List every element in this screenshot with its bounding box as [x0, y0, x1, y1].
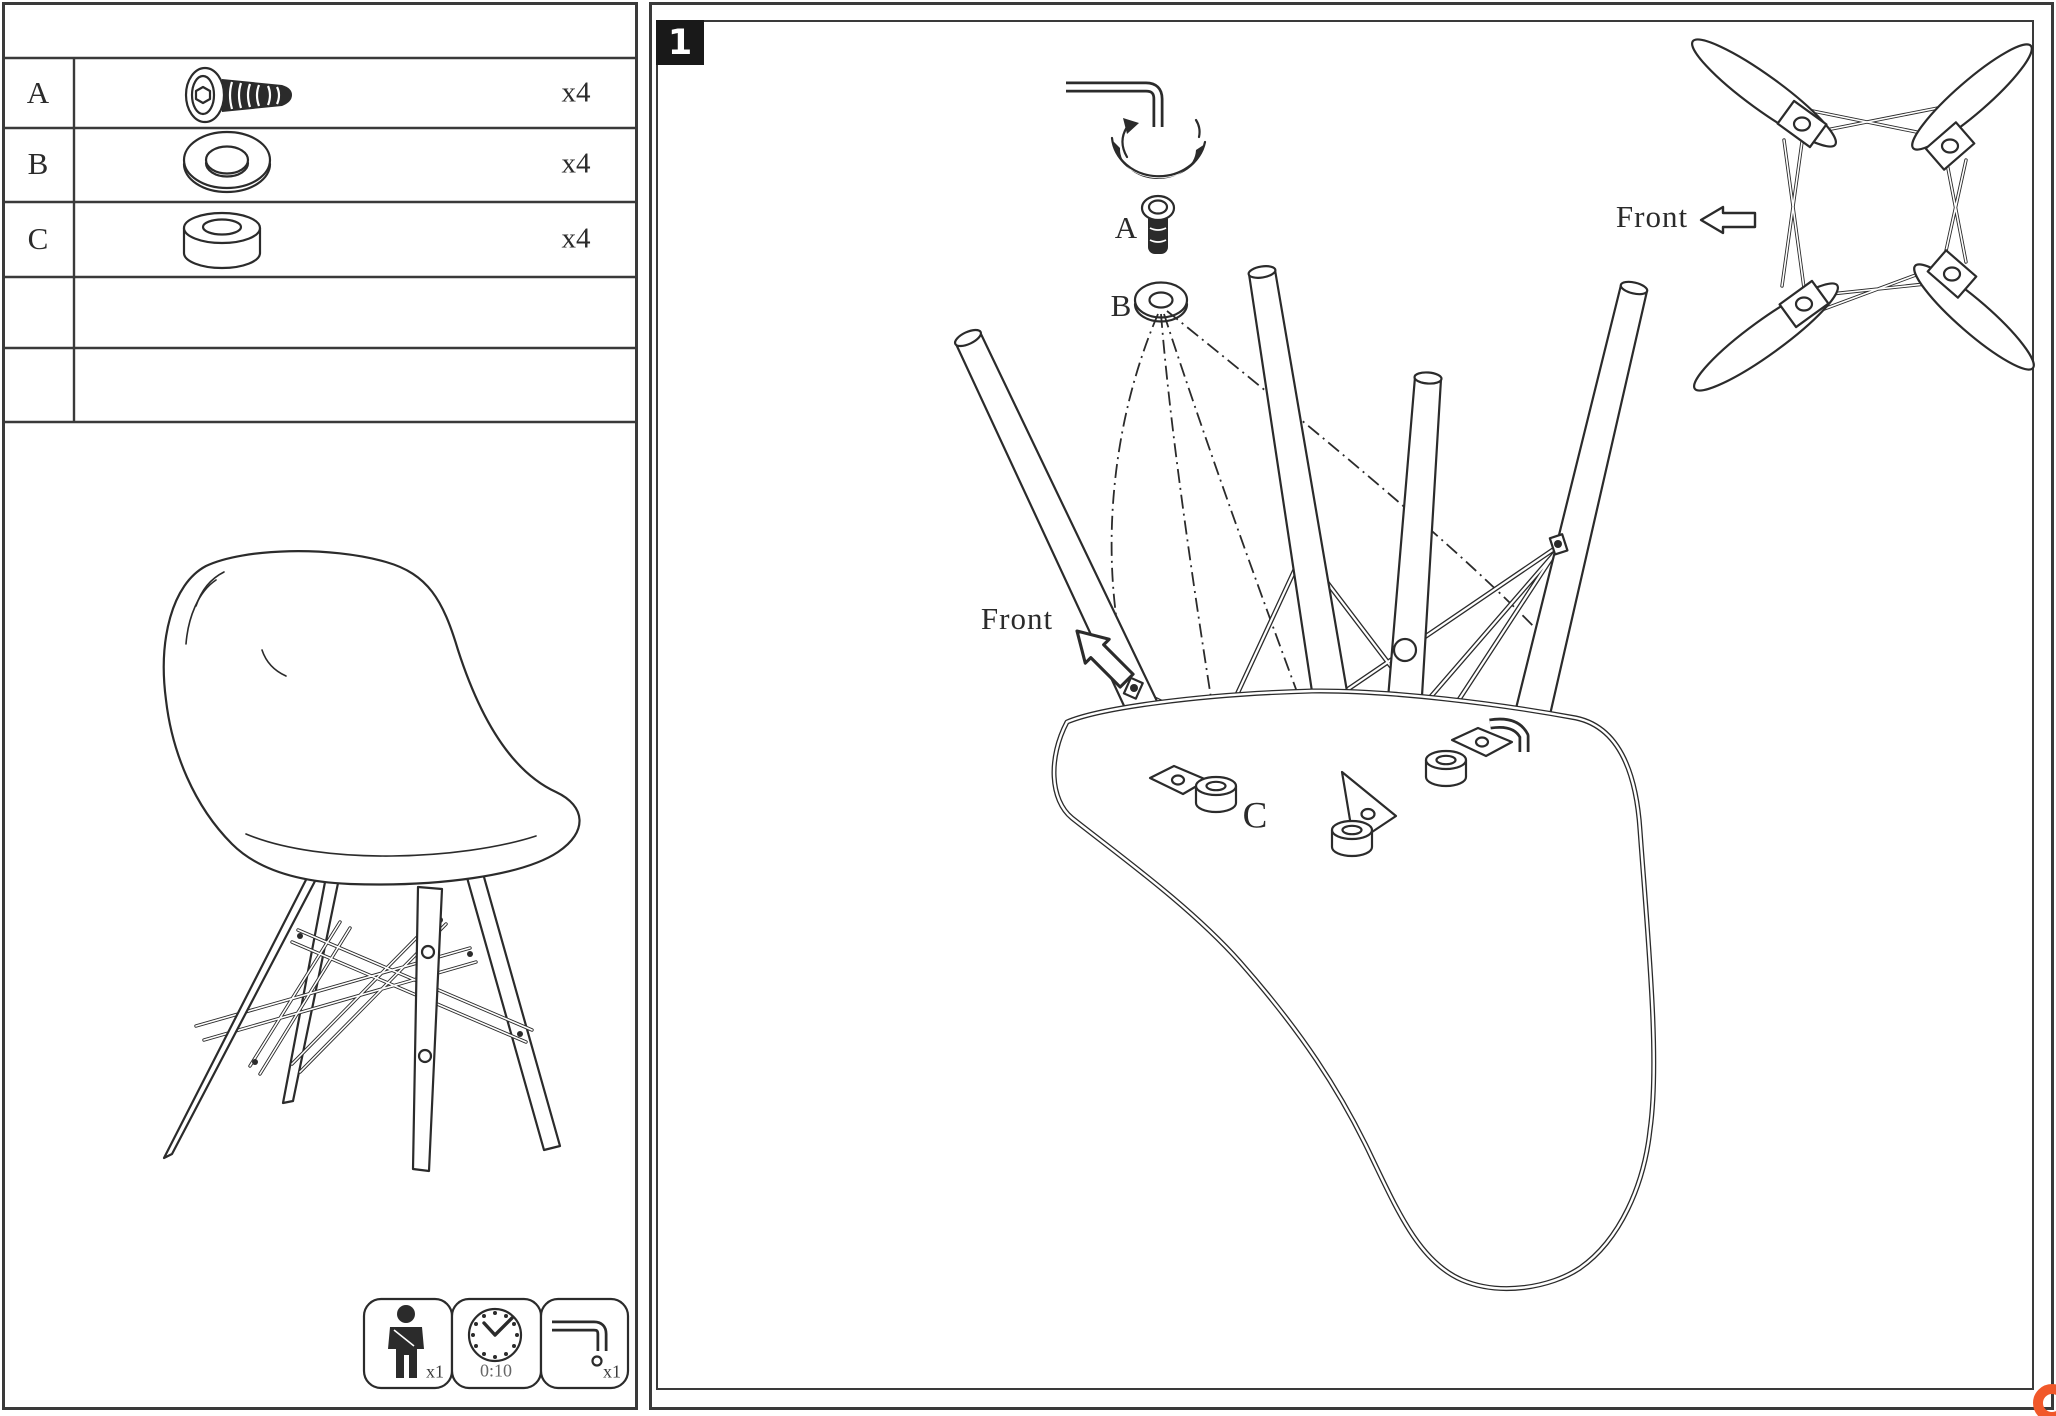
brand-logo-fragment	[2038, 1389, 2056, 1416]
allen-key-turn-drawing	[1066, 87, 1205, 179]
screw-a-drawing	[186, 68, 292, 122]
base-top-view-drawing	[1683, 28, 2044, 403]
step-number: 1	[667, 22, 693, 63]
parts-row-qty-c: x4	[561, 222, 591, 255]
person-count-label: x1	[426, 1361, 444, 1382]
clock-icon	[469, 1309, 521, 1361]
tool-count-label: x1	[603, 1361, 621, 1382]
front-arrow-topview	[1701, 207, 1755, 233]
parts-row-qty-a: x4	[561, 76, 591, 109]
spacer-c-drawing	[184, 213, 260, 268]
parts-row-label-b: B	[27, 146, 49, 181]
front-label-main: Front	[980, 601, 1054, 636]
washer-b-drawing	[184, 132, 270, 192]
seat-shell-drawing	[1054, 691, 1654, 1289]
diagram-label-b: B	[1110, 288, 1132, 323]
screw-a-callout-drawing	[1142, 196, 1174, 254]
front-label-topview: Front	[1615, 199, 1689, 234]
parts-row-label-a: A	[26, 75, 50, 110]
diagram-label-a: A	[1114, 210, 1138, 245]
chair-overview-drawing	[164, 551, 580, 1171]
diagram-label-c: C	[1242, 795, 1268, 837]
step-number-badge	[656, 20, 704, 65]
time-label: 0:10	[479, 1360, 513, 1381]
parts-table-grid	[3, 58, 636, 422]
parts-row-label-c: C	[27, 221, 49, 256]
parts-row-qty-b: x4	[561, 147, 591, 180]
